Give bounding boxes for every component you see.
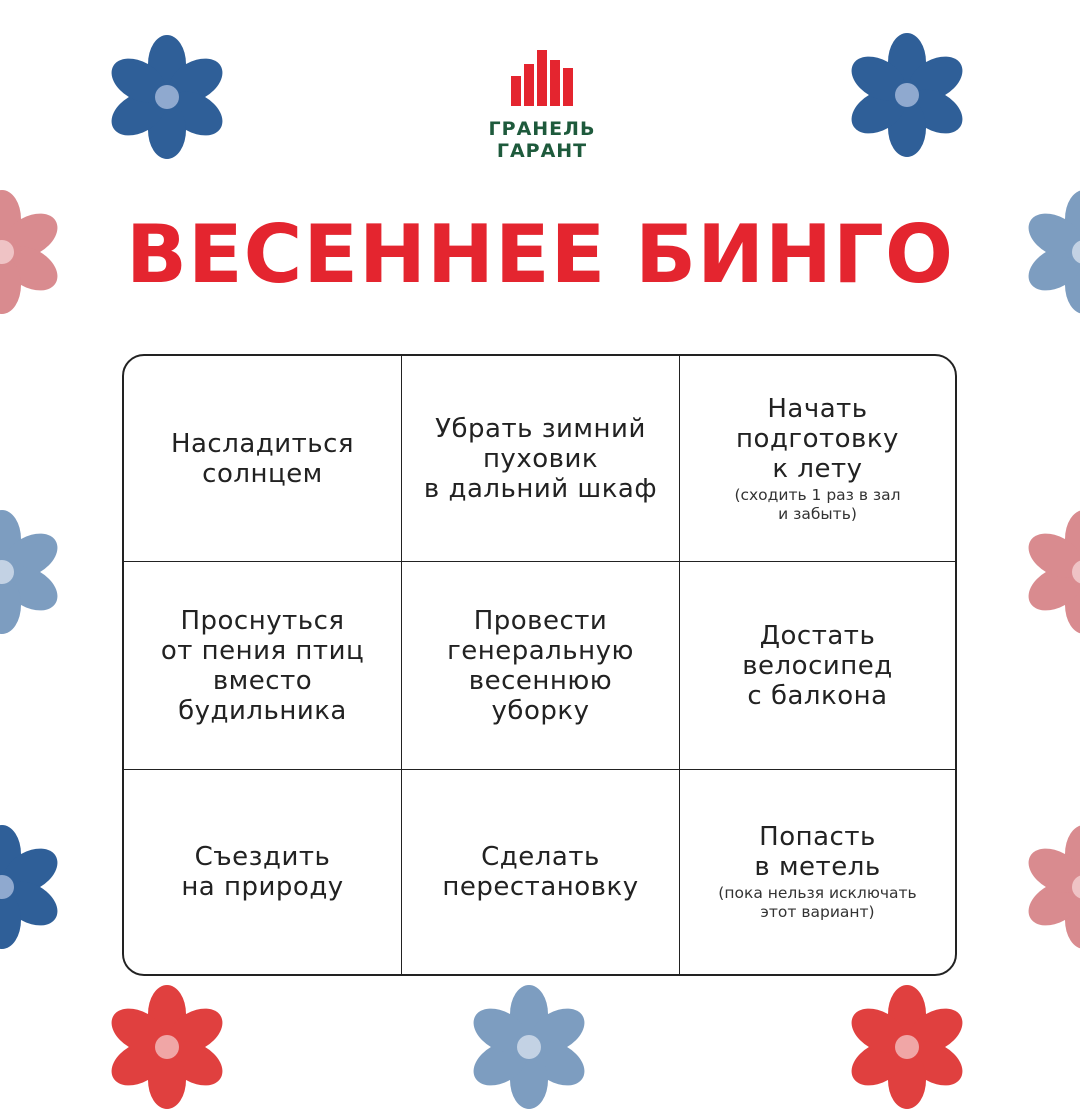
bingo-cell-note: (пока нельзя исключать этот вариант) [718, 884, 917, 921]
bingo-cell[interactable] [124, 770, 402, 974]
brand-logo [480, 44, 604, 168]
flower-icon [105, 985, 229, 1109]
bingo-cell-note: (сходить 1 раз в зал и забыть) [734, 485, 901, 523]
flower-icon [467, 985, 591, 1109]
bingo-cell-text: Убрать зимний пуховик в дальний шкаф [423, 413, 658, 504]
bingo-cell[interactable] [124, 356, 402, 562]
bingo-cell[interactable] [680, 356, 955, 562]
bingo-cell-text: Провести генеральную весеннюю уборку [447, 605, 634, 726]
bingo-cell[interactable] [124, 562, 402, 770]
bingo-cell-text: Съездить на природу [181, 842, 344, 902]
bingo-grid [122, 354, 957, 976]
bingo-cell-text: Насладиться солнцем [170, 428, 355, 489]
page-title: ВЕСЕННЕЕ БИНГО [126, 208, 954, 301]
brand-line1: ГРАНЕЛЬ [488, 118, 596, 140]
flower-icon [0, 825, 64, 949]
flower-icon [1022, 825, 1080, 949]
bingo-cell-text: Попасть в метель [754, 822, 881, 882]
bingo-cell[interactable] [680, 770, 955, 974]
bingo-cell-text: Проснуться от пения птиц вместо будильника [160, 605, 365, 726]
bingo-cell-text: Начать подготовку к лету [736, 393, 899, 484]
bingo-cell-text: Сделать перестановку [442, 842, 639, 902]
bingo-cell-text: Достать велосипед с балкона [742, 620, 893, 711]
building-bars-icon [511, 48, 573, 106]
flower-icon [845, 985, 969, 1109]
flower-icon [105, 35, 229, 159]
flower-icon [845, 33, 969, 157]
brand-name [480, 118, 604, 162]
bingo-cell[interactable] [402, 356, 680, 562]
bingo-cell[interactable] [402, 562, 680, 770]
bingo-cell[interactable] [680, 562, 955, 770]
flower-icon [0, 510, 64, 634]
brand-line2: ГАРАНТ [496, 140, 588, 162]
flower-icon [1022, 510, 1080, 634]
bingo-cell[interactable] [402, 770, 680, 974]
